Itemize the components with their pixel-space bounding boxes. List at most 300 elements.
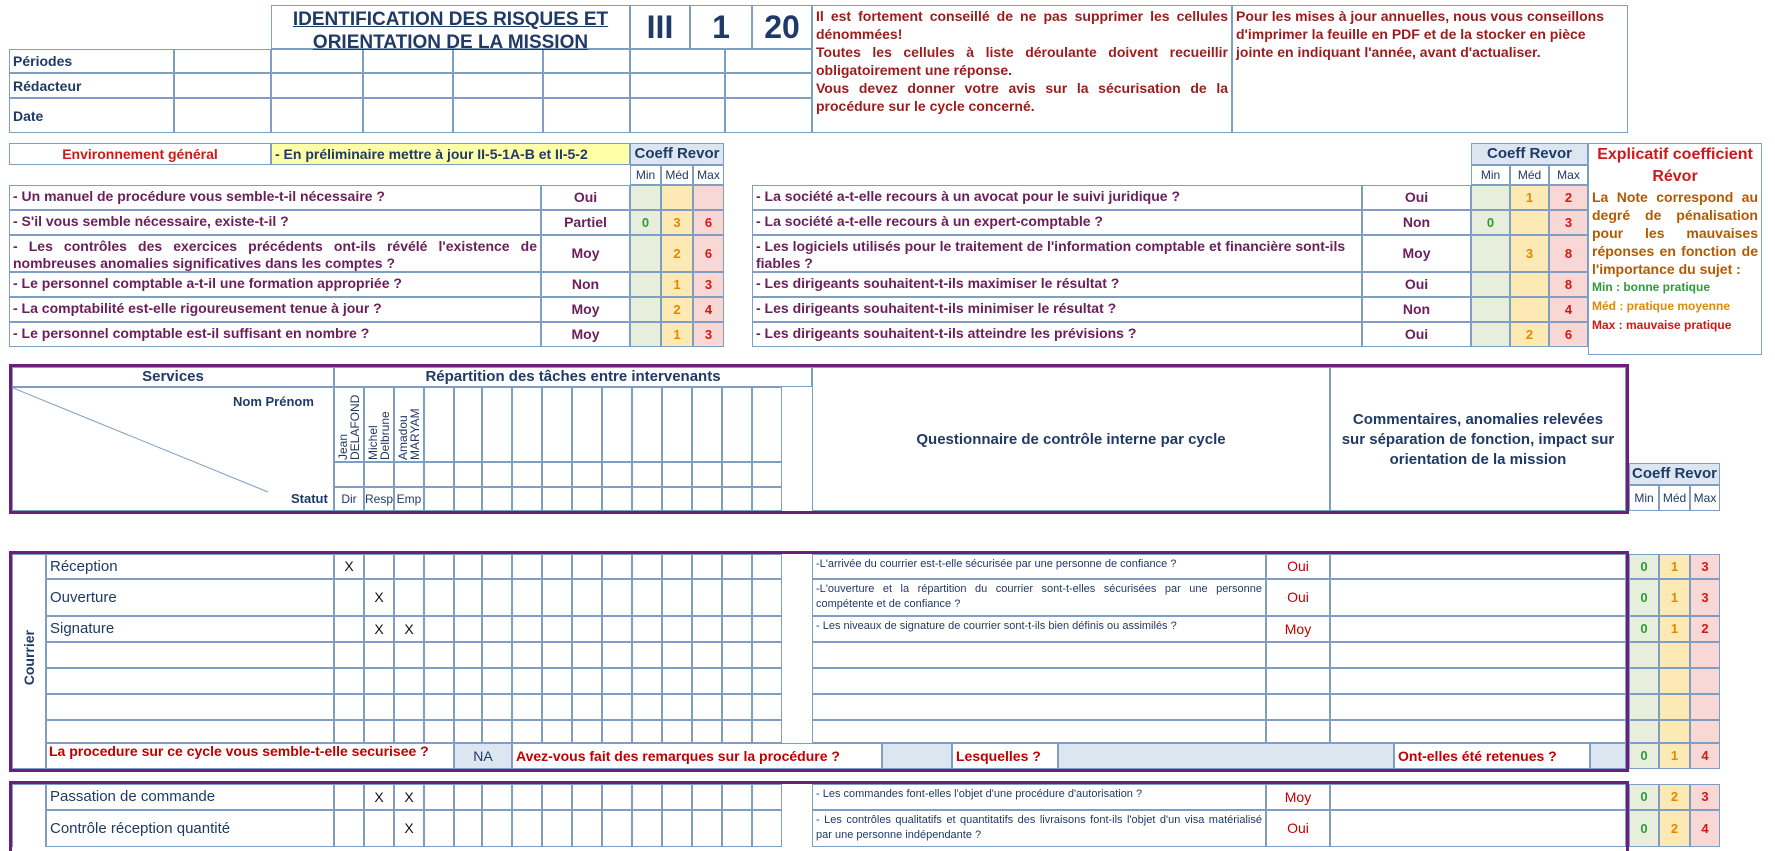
redacteur-input-2[interactable]: [271, 73, 363, 98]
courrier-assignment-cell[interactable]: [662, 694, 692, 720]
courrier-assignment-cell[interactable]: [542, 579, 572, 616]
person-name-cell[interactable]: [752, 387, 782, 462]
date-input-5[interactable]: [543, 98, 630, 133]
env-answer-right[interactable]: Oui: [1362, 322, 1471, 347]
env-answer-left[interactable]: Oui: [541, 185, 630, 210]
achats-service: Passation de commande: [46, 784, 334, 810]
redacteur-input-5[interactable]: [543, 73, 630, 98]
env-answer-right[interactable]: Oui: [1362, 185, 1471, 210]
courrier-coeff-med: 1: [1659, 579, 1690, 616]
courrier-assignment-cell[interactable]: [692, 694, 722, 720]
achats-assignment-cell[interactable]: X: [394, 784, 424, 810]
periodes-label: [9, 49, 174, 73]
courrier-assignment-cell[interactable]: [692, 616, 722, 642]
courrier-assignment-cell[interactable]: [632, 642, 662, 668]
courrier-assignment-cell[interactable]: [632, 668, 662, 694]
person-spacer-cell: [722, 462, 752, 487]
courrier-comment[interactable]: [1330, 616, 1626, 642]
courrier-assignment-cell[interactable]: [632, 694, 662, 720]
courrier-assignment-cell[interactable]: [722, 616, 752, 642]
courrier-footer-question: La procedure sur ce cycle vous semble-t-elle securisee ?: [46, 743, 454, 769]
courrier-assignment-cell[interactable]: [542, 668, 572, 694]
courrier-assignment-cell[interactable]: X: [364, 616, 394, 642]
courrier-assignment-cell[interactable]: [482, 616, 512, 642]
page-title: [271, 5, 630, 53]
courrier-assignment-cell[interactable]: [572, 668, 602, 694]
achats-assignment-cell[interactable]: [602, 784, 632, 810]
courrier-assignment-cell[interactable]: [722, 642, 752, 668]
achats-coeff-max: 3: [1690, 784, 1720, 810]
date-input[interactable]: [174, 98, 271, 133]
courrier-assignment-cell[interactable]: [394, 554, 424, 579]
courrier-assignment-cell[interactable]: [542, 642, 572, 668]
courrier-assignment-cell[interactable]: [364, 668, 394, 694]
courrier-assignment-cell[interactable]: [364, 554, 394, 579]
env-question-right: - Les dirigeants souhaitent-t-ils atteindre les prévisions ?: [752, 322, 1362, 347]
courrier-assignment-cell[interactable]: X: [334, 554, 364, 579]
achats-assignment-cell[interactable]: [632, 810, 662, 847]
periodes-input-6[interactable]: [630, 49, 725, 73]
courrier-assignment-cell[interactable]: [752, 668, 782, 694]
person-name-cell[interactable]: [602, 387, 632, 462]
courrier-assignment-cell[interactable]: [572, 579, 602, 616]
person-name-cell[interactable]: [334, 387, 364, 462]
courrier-assignment-cell[interactable]: [454, 694, 482, 720]
courrier-assignment-cell[interactable]: [334, 694, 364, 720]
courrier-comment[interactable]: [1330, 668, 1626, 694]
courrier-comment[interactable]: [1330, 554, 1626, 579]
courrier-assignment-cell[interactable]: [572, 616, 602, 642]
env-coeff-max: 8: [1549, 235, 1588, 272]
courrier-comment[interactable]: [1330, 642, 1626, 668]
courrier-coeff-max: 3: [1690, 579, 1720, 616]
person-statut[interactable]: [662, 487, 692, 511]
achats-assignment-cell[interactable]: [662, 810, 692, 847]
courrier-assignment-cell[interactable]: [662, 668, 692, 694]
courrier-assignment-cell[interactable]: [364, 694, 394, 720]
env-coeff-min: [630, 272, 661, 297]
courrier-coeff-min: [1629, 694, 1659, 720]
person-name-cell[interactable]: [662, 387, 692, 462]
date-input-6[interactable]: [630, 98, 725, 133]
courrier-coeff-med: [1659, 642, 1690, 668]
person-statut[interactable]: [752, 487, 782, 511]
env-answer-left[interactable]: Moy: [541, 235, 630, 272]
courrier-assignment-cell[interactable]: [512, 720, 542, 743]
env-prelim: - En préliminaire mettre à jour II-5-1A-B et II-5-2: [271, 143, 630, 165]
courrier-assignment-cell[interactable]: [602, 554, 632, 579]
courrier-assignment-cell[interactable]: [482, 720, 512, 743]
achats-assignment-cell[interactable]: [512, 810, 542, 847]
courrier-comment[interactable]: [1330, 720, 1626, 743]
courrier-answer[interactable]: Oui: [1266, 579, 1330, 616]
person-statut[interactable]: [454, 487, 482, 511]
courrier-assignment-cell[interactable]: [334, 579, 364, 616]
courrier-answer[interactable]: [1266, 668, 1330, 694]
person-statut[interactable]: [512, 487, 542, 511]
courrier-assignment-cell[interactable]: [542, 554, 572, 579]
courrier-assignment-cell[interactable]: [424, 642, 454, 668]
env-coeff-min: 0: [1471, 210, 1510, 235]
periodes-input[interactable]: [174, 49, 271, 73]
env-coeff-max: 4: [1549, 297, 1588, 322]
explicatif-title: Explicatif coefficient Révor: [1597, 146, 1753, 185]
courrier-assignment-cell[interactable]: [722, 668, 752, 694]
courrier-assignment-cell[interactable]: [454, 668, 482, 694]
achats-assignment-cell[interactable]: [542, 810, 572, 847]
courrier-assignment-cell[interactable]: [662, 616, 692, 642]
achats-comment[interactable]: [1330, 810, 1626, 847]
env-answer-right[interactable]: Moy: [1362, 235, 1471, 272]
courrier-assignment-cell[interactable]: [482, 579, 512, 616]
warnings-box: [812, 5, 1232, 133]
achats-answer[interactable]: Oui: [1266, 810, 1330, 847]
courrier-assignment-cell[interactable]: [454, 642, 482, 668]
courrier-assignment-cell[interactable]: [632, 554, 662, 579]
courrier-answer[interactable]: Moy: [1266, 616, 1330, 642]
person-spacer-cell: [454, 462, 482, 487]
person-name-cell[interactable]: [394, 387, 424, 462]
person-statut[interactable]: [722, 487, 752, 511]
env-coeff-min: [1471, 322, 1510, 347]
person-name-cell[interactable]: [692, 387, 722, 462]
person-statut[interactable]: [632, 487, 662, 511]
courrier-assignment-cell[interactable]: [394, 720, 424, 743]
courrier-service: Signature: [46, 616, 334, 642]
courrier-assignment-cell[interactable]: [692, 720, 722, 743]
courrier-assignment-cell[interactable]: [602, 694, 632, 720]
achats-assignment-cell[interactable]: [602, 810, 632, 847]
env-question-left: - La comptabilité est-elle rigoureusement tenue à jour ?: [9, 297, 541, 322]
achats-coeff-med: 2: [1659, 784, 1690, 810]
person-name-cell[interactable]: [542, 387, 572, 462]
person-statut[interactable]: [692, 487, 722, 511]
achats-assignment-cell[interactable]: [482, 784, 512, 810]
code-section: III: [630, 5, 690, 49]
env-answer-right[interactable]: Oui: [1362, 272, 1471, 297]
courrier-assignment-cell[interactable]: [752, 554, 782, 579]
achats-answer[interactable]: Moy: [1266, 784, 1330, 810]
achats-assignment-cell[interactable]: [722, 810, 752, 847]
courrier-answer[interactable]: [1266, 694, 1330, 720]
achats-coeff-min: 0: [1629, 810, 1659, 847]
courrier-assignment-cell[interactable]: [632, 720, 662, 743]
courrier-answer[interactable]: [1266, 642, 1330, 668]
periodes-input-7[interactable]: [725, 49, 812, 73]
coeff-revor-header-left: Coeff Revor: [630, 143, 724, 165]
person-statut[interactable]: Emp: [394, 487, 424, 511]
env-question-left: - Le personnel comptable a-t-il une formation appropriée ?: [9, 272, 541, 297]
achats-assignment-cell[interactable]: [572, 784, 602, 810]
courrier-assignment-cell[interactable]: [512, 554, 542, 579]
coeff-max-left: Max: [693, 165, 724, 185]
courrier-assignment-cell[interactable]: [394, 668, 424, 694]
date-input-4[interactable]: [453, 98, 543, 133]
date-input-7[interactable]: [725, 98, 812, 133]
courrier-footer-remarques-input[interactable]: [882, 743, 952, 769]
person-name: Michel Delbrune: [366, 411, 392, 460]
services-header: Services: [12, 367, 334, 387]
courrier-assignment-cell[interactable]: [394, 694, 424, 720]
env-answer-left[interactable]: Partiel: [541, 210, 630, 235]
achats-assignment-cell[interactable]: [512, 784, 542, 810]
courrier-assignment-cell[interactable]: [334, 642, 364, 668]
env-coeff-min: [1471, 185, 1510, 210]
courrier-assignment-cell[interactable]: [512, 668, 542, 694]
achats-comment[interactable]: [1330, 784, 1626, 810]
person-statut[interactable]: [572, 487, 602, 511]
courrier-assignment-cell[interactable]: [602, 642, 632, 668]
courrier-assignment-cell[interactable]: [572, 720, 602, 743]
achats-assignment-cell[interactable]: [542, 784, 572, 810]
person-spacer-cell: [424, 462, 454, 487]
courrier-assignment-cell[interactable]: [542, 694, 572, 720]
person-statut[interactable]: [542, 487, 572, 511]
courrier-comment[interactable]: [1330, 579, 1626, 616]
env-answer-left[interactable]: Non: [541, 272, 630, 297]
env-coeff-min: [630, 322, 661, 347]
achats-coeff-min: 0: [1629, 784, 1659, 810]
person-name-cell[interactable]: [512, 387, 542, 462]
env-coeff-max: 8: [1549, 272, 1588, 297]
courrier-footer-na[interactable]: NA: [454, 743, 512, 769]
courrier-coeff-max: [1690, 642, 1720, 668]
achats-assignment-cell[interactable]: [752, 810, 782, 847]
coeff-med-right: Méd: [1510, 165, 1549, 185]
courrier-assignment-cell[interactable]: [454, 554, 482, 579]
redacteur-input-7[interactable]: [725, 73, 812, 98]
courrier-footer-lesquelles-input[interactable]: [1058, 743, 1394, 769]
achats-assignment-cell[interactable]: [334, 810, 364, 847]
coeff-max-cycles: Max: [1690, 485, 1720, 511]
courrier-assignment-cell[interactable]: [692, 579, 722, 616]
courrier-assignment-cell[interactable]: [572, 642, 602, 668]
courrier-assignment-cell[interactable]: [692, 668, 722, 694]
courrier-assignment-cell[interactable]: [752, 642, 782, 668]
courrier-assignment-cell[interactable]: [602, 579, 632, 616]
achats-assignment-cell[interactable]: [752, 784, 782, 810]
person-name-cell[interactable]: [482, 387, 512, 462]
courrier-assignment-cell[interactable]: [512, 579, 542, 616]
env-answer-left[interactable]: Moy: [541, 322, 630, 347]
person-name-cell[interactable]: [632, 387, 662, 462]
env-coeff-max: 3: [693, 322, 724, 347]
achats-assignment-cell[interactable]: [454, 810, 482, 847]
courrier-assignment-cell[interactable]: X: [364, 579, 394, 616]
code-num: 1: [690, 5, 752, 49]
env-coeff-med: 1: [661, 272, 693, 297]
courrier-assignment-cell[interactable]: [424, 694, 454, 720]
person-name-cell[interactable]: [454, 387, 482, 462]
courrier-assignment-cell[interactable]: [512, 694, 542, 720]
courrier-assignment-cell[interactable]: [334, 720, 364, 743]
courrier-assignment-cell[interactable]: [722, 694, 752, 720]
courrier-assignment-cell[interactable]: [662, 554, 692, 579]
achats-assignment-cell[interactable]: X: [394, 810, 424, 847]
courrier-assignment-cell[interactable]: [722, 579, 752, 616]
person-name-cell[interactable]: [722, 387, 752, 462]
person-spacer-cell: [602, 462, 632, 487]
courrier-assignment-cell[interactable]: X: [394, 616, 424, 642]
explicatif-box: [1588, 143, 1762, 355]
courrier-answer[interactable]: Oui: [1266, 554, 1330, 579]
explicatif-text: La Note correspond au degré de pénalisation pour les mauvaises réponses en fonction de l'importance du sujet :: [1592, 189, 1758, 277]
courrier-assignment-cell[interactable]: [632, 616, 662, 642]
achats-assignment-cell[interactable]: X: [364, 784, 394, 810]
env-coeff-max: 6: [693, 210, 724, 235]
achats-assignment-cell[interactable]: [364, 810, 394, 847]
courrier-assignment-cell[interactable]: [454, 616, 482, 642]
achats-assignment-cell[interactable]: [632, 784, 662, 810]
courrier-assignment-cell[interactable]: [482, 694, 512, 720]
redacteur-input-6[interactable]: [630, 73, 725, 98]
courrier-assignment-cell[interactable]: [572, 694, 602, 720]
courrier-coeff-med: [1659, 694, 1690, 720]
person-name-cell[interactable]: [572, 387, 602, 462]
redacteur-input-4[interactable]: [453, 73, 543, 98]
person-statut[interactable]: [424, 487, 454, 511]
courrier-assignment-cell[interactable]: [602, 616, 632, 642]
env-coeff-min: [630, 297, 661, 322]
courrier-assignment-cell[interactable]: [424, 616, 454, 642]
courrier-assignment-cell[interactable]: [662, 642, 692, 668]
courrier-service: Réception: [46, 554, 334, 579]
achats-assignment-cell[interactable]: [334, 784, 364, 810]
env-coeff-med: 2: [661, 235, 693, 272]
commentaires-header: Commentaires, anomalies relevées sur séparation de fonction, impact sur orientation de la mission: [1330, 367, 1626, 511]
achats-assignment-cell[interactable]: [692, 784, 722, 810]
courrier-coeff-med: 1: [1659, 554, 1690, 579]
courrier-assignment-cell[interactable]: [752, 579, 782, 616]
courrier-assignment-cell[interactable]: [454, 720, 482, 743]
courrier-assignment-cell[interactable]: [572, 554, 602, 579]
person-statut[interactable]: [602, 487, 632, 511]
courrier-assignment-cell[interactable]: [722, 554, 752, 579]
courrier-assignment-cell[interactable]: [662, 579, 692, 616]
courrier-assignment-cell[interactable]: [394, 642, 424, 668]
courrier-assignment-cell[interactable]: [542, 616, 572, 642]
achats-assignment-cell[interactable]: [454, 784, 482, 810]
redacteur-input-3[interactable]: [363, 73, 453, 98]
courrier-assignment-cell[interactable]: [632, 579, 662, 616]
env-question-left: - Un manuel de procédure vous semble-t-il nécessaire ?: [9, 185, 541, 210]
courrier-assignment-cell[interactable]: [482, 642, 512, 668]
courrier-assignment-cell[interactable]: [364, 642, 394, 668]
courrier-coeff-min: [1629, 668, 1659, 694]
courrier-assignment-cell[interactable]: [602, 720, 632, 743]
env-coeff-min: [630, 185, 661, 210]
courrier-question: -L'ouverture et la répartition du courrier sont-t-elles sécurisées par une personne compétente et de confiance ?: [812, 579, 1266, 616]
courrier-coeff-med: [1659, 720, 1690, 743]
person-spacer-cell: [334, 462, 364, 487]
courrier-assignment-cell[interactable]: [722, 720, 752, 743]
person-statut[interactable]: Resp: [364, 487, 394, 511]
courrier-assignment-cell[interactable]: [454, 579, 482, 616]
courrier-assignment-cell[interactable]: [752, 616, 782, 642]
courrier-assignment-cell[interactable]: [482, 554, 512, 579]
achats-assignment-cell[interactable]: [572, 810, 602, 847]
courrier-assignment-cell[interactable]: [364, 720, 394, 743]
person-name-cell[interactable]: [364, 387, 394, 462]
nom-prenom-label: Nom Prénom: [233, 394, 314, 409]
courrier-coeff-max: 2: [1690, 616, 1720, 642]
courrier-assignment-cell[interactable]: [424, 668, 454, 694]
person-statut[interactable]: [482, 487, 512, 511]
courrier-assignment-cell[interactable]: [424, 579, 454, 616]
env-answer-left[interactable]: Moy: [541, 297, 630, 322]
courrier-assignment-cell[interactable]: [424, 554, 454, 579]
courrier-assignment-cell[interactable]: [394, 579, 424, 616]
courrier-comment[interactable]: [1330, 694, 1626, 720]
courrier-assignment-cell[interactable]: [752, 694, 782, 720]
courrier-assignment-cell[interactable]: [334, 668, 364, 694]
courrier-coeff-max: [1690, 668, 1720, 694]
achats-assignment-cell[interactable]: [482, 810, 512, 847]
pdf-note: [1232, 5, 1628, 133]
env-answer-right[interactable]: Non: [1362, 297, 1471, 322]
env-answer-right[interactable]: Non: [1362, 210, 1471, 235]
courrier-assignment-cell[interactable]: [692, 642, 722, 668]
achats-assignment-cell[interactable]: [692, 810, 722, 847]
code-sub: 20: [752, 5, 812, 49]
achats-assignment-cell[interactable]: [722, 784, 752, 810]
date-input-2[interactable]: [271, 98, 363, 133]
coeff-revor-header-cycles: Coeff Revor: [1629, 463, 1720, 485]
env-coeff-med: [1510, 297, 1549, 322]
person-name-cell[interactable]: [424, 387, 454, 462]
date-input-3[interactable]: [363, 98, 453, 133]
env-coeff-max: 6: [693, 235, 724, 272]
courrier-assignment-cell[interactable]: [424, 720, 454, 743]
achats-assignment-cell[interactable]: [424, 810, 454, 847]
env-question-right: - Les logiciels utilisés pour le traitement de l'information comptable et financière sont-ils fiables ?: [752, 235, 1362, 272]
courrier-assignment-cell[interactable]: [692, 554, 722, 579]
courrier-footer-retenues-input[interactable]: [1590, 743, 1626, 769]
env-coeff-med: [1510, 272, 1549, 297]
env-question-left: - Le personnel comptable est-il suffisant en nombre ?: [9, 322, 541, 347]
courrier-answer[interactable]: [1266, 720, 1330, 743]
courrier-coeff-max: [1690, 694, 1720, 720]
courrier-assignment-cell[interactable]: [482, 668, 512, 694]
warning-1: Il est fortement conseillé de ne pas supprimer les cellules dénommées!: [816, 8, 1228, 42]
person-name: Amadou MARYAM: [396, 408, 422, 460]
redacteur-text: Rédacteur: [13, 78, 82, 94]
achats-question: - Les contrôles qualitatifs et quantitatifs des livraisons font-ils l'objet d'un visa matérialisé par une personne indépendante ?: [812, 810, 1266, 847]
courrier-assignment-cell[interactable]: [334, 616, 364, 642]
nom-prenom-box: [12, 387, 334, 511]
achats-assignment-cell[interactable]: [424, 784, 454, 810]
courrier-question: [812, 668, 1266, 694]
courrier-assignment-cell[interactable]: [512, 616, 542, 642]
courrier-service: [46, 694, 334, 720]
coeff-min-right: Min: [1471, 165, 1510, 185]
courrier-assignment-cell[interactable]: [542, 720, 572, 743]
redacteur-input[interactable]: [174, 73, 271, 98]
env-coeff-med: 3: [1510, 235, 1549, 272]
env-coeff-med: 1: [661, 322, 693, 347]
courrier-assignment-cell[interactable]: [512, 642, 542, 668]
env-coeff-med: 1: [1510, 185, 1549, 210]
courrier-question: - Les niveaux de signature de courrier sont-t-ils bien définis ou assimilés ?: [812, 616, 1266, 642]
env-coeff-med: 3: [661, 210, 693, 235]
courrier-assignment-cell[interactable]: [752, 720, 782, 743]
courrier-assignment-cell[interactable]: [602, 668, 632, 694]
coeff-min-left: Min: [630, 165, 661, 185]
achats-cycle-label-cell: [12, 784, 46, 847]
achats-assignment-cell[interactable]: [662, 784, 692, 810]
person-statut[interactable]: Dir: [334, 487, 364, 511]
courrier-assignment-cell[interactable]: [662, 720, 692, 743]
